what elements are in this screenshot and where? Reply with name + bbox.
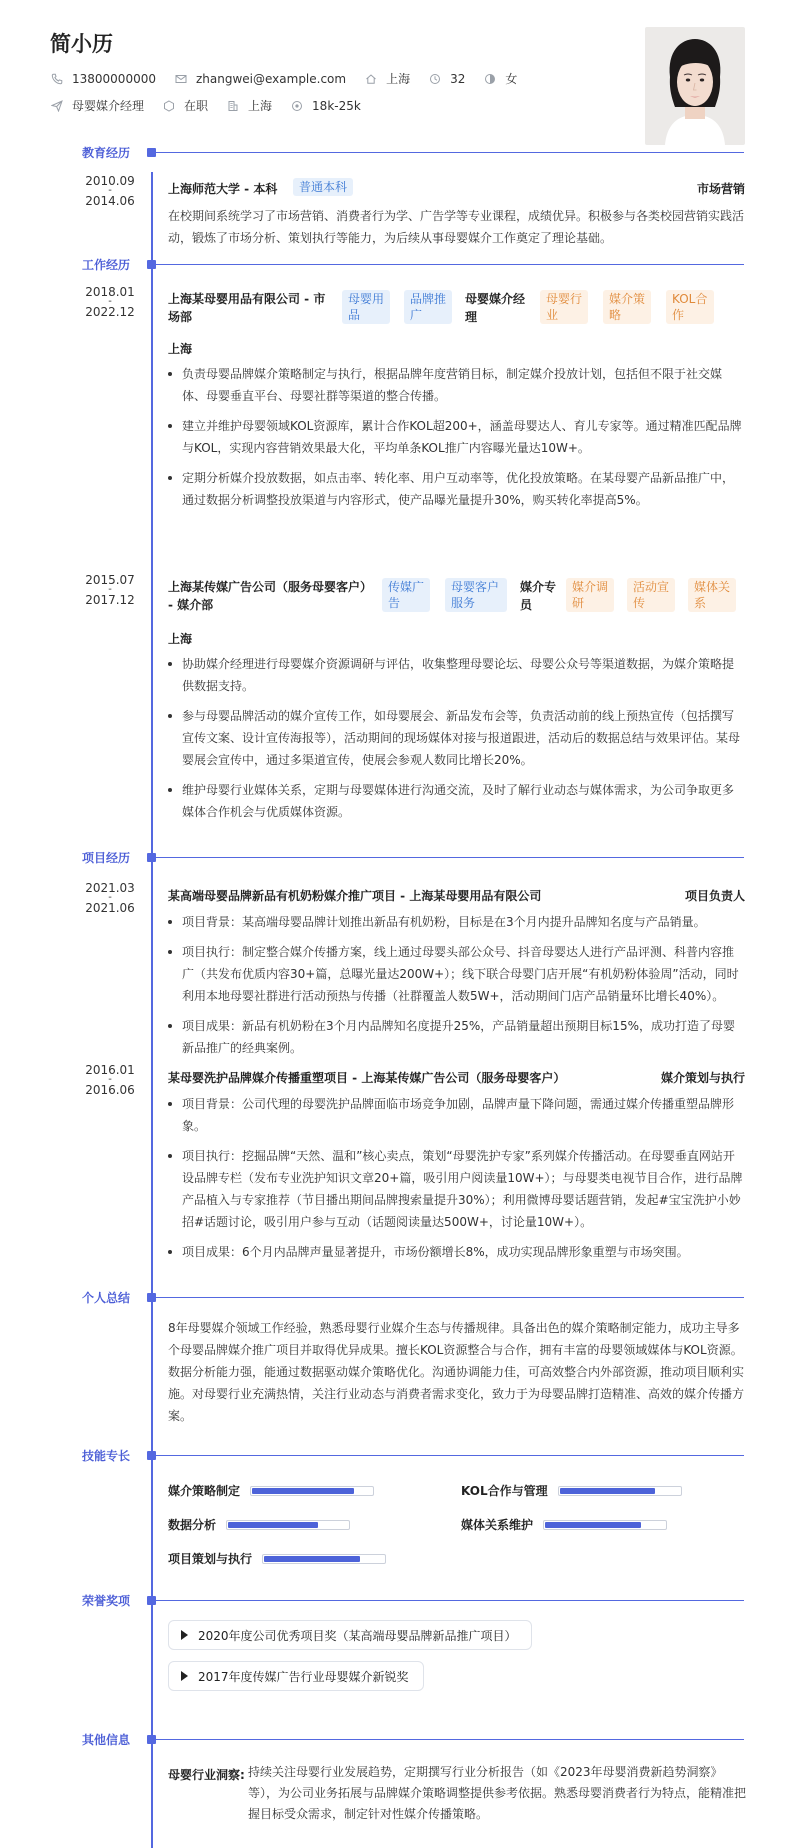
project-title: 某高端母婴品牌新品有机奶粉媒介推广项目 - 上海某母婴用品有限公司 [168,889,542,903]
status-icon [162,99,176,113]
job-intent-row [50,97,379,114]
phone-icon [50,72,64,86]
project-role: 项目负责人 [684,889,745,903]
skill-bar [558,1486,682,1496]
work-skill-tag: 母婴行 业 [540,290,588,324]
list-item: 项目执行：挖掘品牌“天然、温和”核心卖点，策划“母婴洗护专家”系列媒介传播活动。在母婴垂直网站开设品牌专栏（发布专业洗护知识文章20+篇，吸引用户阅读量10W+）；与母婴类电视节目合作，进行品牌产品植入与专家推荐（节目播出期间品牌搜索量提升30%）；利用微博母婴话题营销，发起#宝宝洗护小妙招#话题讨论，吸引用户参与互动（话题阅读量达500W+，讨论量10W+）。 [168,1145,744,1233]
send-icon [50,99,64,113]
target-city-text: 上海 [248,99,273,113]
mail-icon [174,72,188,86]
status-item [162,97,208,114]
section-education [0,144,794,160]
contact-row [50,70,535,87]
project-details [168,911,744,1067]
list-item: 定期分析媒介投放数据，如点击率、转化率、用户互动率等，优化投放策略。在某母婴产品新品推广中，通过数据分析调整投放渠道与内容形式，使产品曝光量提升30%，购买转化率提高5%。 [168,467,744,511]
education-description: 在校期间系统学习了市场营销、消费者行为学、广告学等专业课程，成绩优异。积极参与各类校园营销实践活动，锻炼了市场分析、策划执行等能力，为后续从事母婴媒介工作奠定了理论基础。 [168,209,745,245]
skill-name: 数据分析 [168,1518,217,1532]
work-role: 媒介专 员 [520,580,557,612]
candidate-name: 简小历 [50,32,113,56]
gender-text: 女 [505,72,518,86]
skill-bar-fill [264,1556,360,1562]
skill-bar-fill [228,1522,318,1528]
salary-icon [290,99,304,113]
work-duties [168,653,744,831]
work-date: 2015.07 - 2017.12 [85,573,135,607]
work-tag: 母婴客户 服务 [445,578,507,612]
caret-right-icon [181,1630,188,1640]
work-skill-tag: 活动宣 传 [627,578,675,612]
profile-photo [645,27,745,145]
section-divider [156,1739,744,1740]
education-major: 市场营销 [696,182,745,196]
section-marker [147,148,156,157]
section-work [0,256,794,272]
skill-item [168,1516,350,1533]
skill-name: 媒介策略制定 [168,1484,241,1498]
gender-item [483,70,517,87]
section-title-skills: 技能专长 [82,1449,131,1463]
project-date: 2016.01 - 2016.06 [85,1063,135,1097]
skill-bar-fill [560,1488,656,1494]
section-marker [147,1451,156,1460]
section-title-awards: 荣誉奖项 [82,1594,131,1608]
list-item: 维护母婴行业媒体关系，定期与母婴媒体进行沟通交流，及时了解行业动态与媒体需求，为公司争取更多媒体合作机会与优质媒体资源。 [168,779,744,823]
section-title-other: 其他信息 [82,1733,131,1747]
other-text: 持续关注母婴行业发展趋势，定期撰写行业分析报告（如《2023年母婴消费新趋势洞察》等），为公司业务拓展与品牌媒介策略调整提供参考依据。熟悉母婴消费者行为特点，能精准把握目标受众需求，制定针对性媒介传播策略。 [248,1765,747,1821]
work-location: 上海 [168,342,193,356]
education-tag: 普通本科 [293,178,353,196]
city-text: 上海 [386,72,411,86]
work-duties [168,363,744,519]
section-marker [147,1293,156,1302]
section-summary [0,1289,794,1305]
salary-item [290,99,361,113]
phone-number: 13800000000 [72,71,156,86]
skill-name: 项目策划与执行 [168,1552,253,1566]
skill-bar [226,1520,350,1530]
skill-name: 媒体关系维护 [461,1518,534,1532]
work-skill-tag: 媒体关 系 [688,578,736,612]
work-tag: 品牌推 广 [404,290,452,324]
email-item [174,72,346,86]
gender-icon [483,72,497,86]
section-divider [156,1297,744,1298]
list-item: 建立并维护母婴领域KOL资源库，累计合作KOL超200+，涵盖母婴达人、育儿专家等。通过精准匹配品牌与KOL，实现内容营销效果最大化，平均单条KOL推广内容曝光量达10W+。 [168,415,744,459]
skill-name: KOL合作与管理 [461,1484,548,1498]
resume-header [0,0,794,160]
caret-right-icon [181,1671,188,1681]
project-role: 媒介策划与执行 [660,1071,745,1085]
work-skill-tag: 媒介调 研 [566,578,614,612]
skill-bar-fill [545,1522,641,1528]
skill-item [168,1482,374,1499]
education-date: 2010.09 - 2014.06 [85,174,135,208]
skill-item [461,1482,682,1499]
award-text: 2020年度公司优秀项目奖（某高端母婴品牌新品推广项目） [198,1628,517,1643]
section-marker [147,853,156,862]
section-divider [156,264,744,265]
work-tag: 母婴用 品 [342,290,390,324]
age-icon [428,72,442,86]
skill-bar [250,1486,374,1496]
work-date: 2018.01 - 2022.12 [85,285,135,319]
section-skills [0,1447,794,1463]
section-marker [147,1735,156,1744]
work-skill-tag: 媒介策 略 [603,290,651,324]
city-item [364,70,410,87]
skill-bar [543,1520,667,1530]
home-icon [364,72,378,86]
section-other [0,1731,794,1747]
award-item [168,1620,532,1650]
building-icon [226,99,240,113]
work-company: 上海某传媒广告公司（服务母婴客户） - 媒介部 [168,580,373,612]
section-divider [156,152,744,153]
project-title: 某母婴洗护品牌媒介传播重塑项目 - 上海某传媒广告公司（服务母婴客户） [168,1071,566,1085]
list-item: 参与母婴品牌活动的媒介宣传工作，如母婴展会、新品发布会等，负责活动前的线上预热宣传（包括撰写宣传文案、设计宣传海报等），活动期间的现场媒体对接与报道跟进，活动后的数据总结与效果评估。某母婴展会宣传中，通过多渠道宣传，使展会参观人数同比增长20%。 [168,705,744,771]
other-label: 母婴行业洞察: [168,1768,245,1782]
list-item: 项目背景：某高端母婴品牌计划推出新品有机奶粉，目标是在3个月内提升品牌知名度与产品销量。 [168,911,744,933]
project-details [168,1093,744,1271]
age-item [428,72,465,86]
email-address: zhangwei@example.com [195,71,347,86]
section-marker [147,260,156,269]
work-skill-tag: KOL合 作 [666,290,714,324]
skill-bar [262,1554,386,1564]
list-item: 项目成果：6个月内品牌声量显著提升，市场份额增长8%，成功实现品牌形象重塑与市场突围。 [168,1241,744,1263]
section-title-work: 工作经历 [82,258,131,272]
project-date: 2021.03 - 2021.06 [85,881,135,915]
section-divider [156,1455,744,1456]
work-tag: 传媒广 告 [382,578,430,612]
section-awards [0,1592,794,1608]
status-text: 在职 [184,99,209,113]
award-item [168,1661,424,1691]
section-title-education: 教育经历 [82,146,131,160]
target-job-text: 母婴媒介经理 [72,99,145,113]
summary-text: 8年母婴媒介领域工作经验，熟悉母婴行业媒介生态与传播规律。具备出色的媒介策略制定能力，成功主导多个母婴品牌媒介推广项目并取得优异成果。擅长KOL资源整合与合作，拥有丰富的母婴领域媒体与KOL资源。数据分析能力强，能通过数据驱动媒介策略优化。沟通协调能力佳，可高效整合内外部资源，推动项目顺利实施。对母婴行业充满热情，关注行业动态与消费者需求变化，致力于为母婴品牌打造精准、高效的媒介传播方案。 [168,1321,745,1423]
target-job-item [50,97,144,114]
section-marker [147,1596,156,1605]
list-item: 协助媒介经理进行母婴媒介资源调研与评估，收集整理母婴论坛、母婴公众号等渠道数据，为媒介策略提供数据支持。 [168,653,744,697]
section-projects [0,849,794,865]
skill-item [168,1550,386,1567]
section-divider [156,857,744,858]
work-role: 母婴媒介经 理 [465,292,526,324]
list-item: 项目执行：制定整合媒介传播方案，线上通过母婴头部公众号、抖音母婴达人进行产品评测、科普内容推广（共发布优质内容30+篇，总曝光量达200W+）；线下联合母婴门店开展“有机奶粉体验周”活动，同时利用本地母婴社群进行活动预热与传播（社群覆盖人数5W+，活动期间门店产品销量环比增长40%）。 [168,941,744,1007]
work-company: 上海某母婴用品有限公司 - 市 场部 [168,292,326,324]
salary-text: 18k-25k [312,98,361,113]
list-item: 项目背景：公司代理的母婴洗护品牌面临市场竞争加剧，品牌声量下降问题，需通过媒介传播重塑品牌形象。 [168,1093,744,1137]
skill-item [461,1516,667,1533]
list-item: 项目成果：新品有机奶粉在3个月内品牌知名度提升25%，产品销量超出预期目标15%，成功打造了母婴新品推广的经典案例。 [168,1015,744,1059]
age-text: 32 [450,71,466,86]
work-location: 上海 [168,632,193,646]
award-text: 2017年度传媒广告行业母婴媒介新锐奖 [198,1669,409,1684]
section-title-summary: 个人总结 [82,1291,131,1305]
section-divider [156,1600,744,1601]
phone-item [50,72,156,86]
skill-bar-fill [252,1488,354,1494]
section-title-projects: 项目经历 [82,851,131,865]
list-item: 负责母婴品牌媒介策略制定与执行，根据品牌年度营销目标，制定媒介投放计划，包括但不限于社交媒体、母婴垂直平台、母婴社群等渠道的整合传播。 [168,363,744,407]
target-city-item [226,97,272,114]
school-name: 上海师范大学 - 本科 [168,182,278,196]
